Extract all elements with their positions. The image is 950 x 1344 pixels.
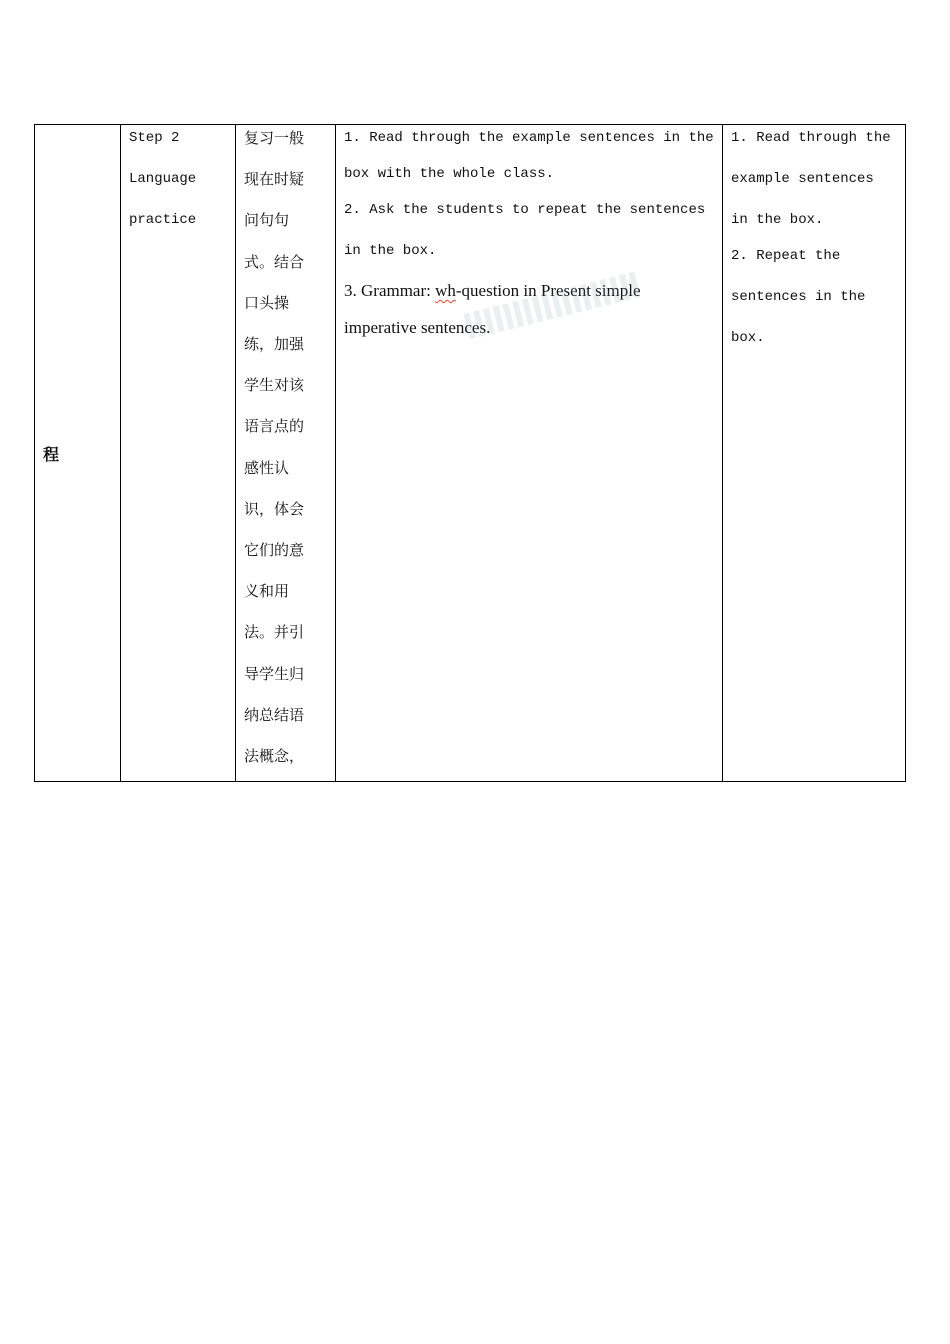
- teacher-item-1: [344, 118, 714, 195]
- student-line: example sentences: [731, 171, 874, 187]
- stage-label: 程: [43, 444, 60, 464]
- aim-line: 纳总结语: [244, 705, 305, 724]
- aim-line: 问句句: [244, 211, 290, 230]
- student-line: 1. Read through the: [731, 130, 891, 146]
- teacher-line: box with the whole class.: [344, 166, 555, 182]
- teacher-line: 1. Read through the example sentences in the: [344, 130, 714, 146]
- student-item-2: [731, 236, 897, 359]
- student-item-1: [731, 118, 897, 241]
- aim-line: 法概念，: [244, 747, 305, 766]
- aim-line: 识，体会: [244, 499, 305, 518]
- table-row: [35, 125, 906, 782]
- aim-line: 语言点的: [244, 417, 305, 436]
- student-line: in the box.: [731, 212, 824, 228]
- aim-line: 式。结合: [244, 252, 305, 271]
- aim-line: 复习一般: [244, 129, 305, 147]
- lesson-plan-table: [34, 124, 906, 782]
- grammar-prefix: 3. Grammar:: [344, 281, 436, 300]
- student-line: box.: [731, 330, 765, 346]
- grammar-text: -question in Present simple: [455, 281, 641, 300]
- aim-line: 它们的意: [244, 541, 305, 560]
- step-line: Language: [129, 171, 197, 187]
- aim-line: 导学生归: [244, 664, 305, 683]
- teacher-item-3-grammar: [344, 272, 714, 346]
- step-line: practice: [129, 212, 197, 228]
- student-line: sentences in the: [731, 289, 866, 305]
- teacher-item-2: [344, 190, 714, 272]
- aim-line: 义和用: [244, 582, 290, 601]
- aim-line: 现在时疑: [244, 170, 305, 189]
- grammar-line: [344, 272, 714, 309]
- teacher-line: in the box.: [344, 243, 437, 259]
- aim-line: 法。并引: [244, 623, 305, 642]
- teacher-activity-cell: [336, 125, 723, 782]
- grammar-line: imperative sentences.: [344, 318, 491, 337]
- step-text: [121, 118, 235, 241]
- aim-text: [236, 118, 335, 777]
- aim-line: 练，加强: [244, 335, 305, 354]
- stage-cell: [35, 125, 121, 782]
- teacher-line: 2. Ask the students to repeat the sentences: [344, 202, 706, 218]
- aim-line: 学生对该: [244, 376, 305, 395]
- step-line: Step 2: [129, 130, 180, 146]
- step-cell: [121, 125, 236, 782]
- aim-cell: [236, 125, 336, 782]
- student-activity-cell: [723, 125, 906, 782]
- grammar-underlined-word: wh: [435, 281, 456, 300]
- aim-line: 口头操: [244, 293, 290, 312]
- aim-line: 感性认: [244, 458, 290, 477]
- student-line: 2. Repeat the: [731, 248, 841, 264]
